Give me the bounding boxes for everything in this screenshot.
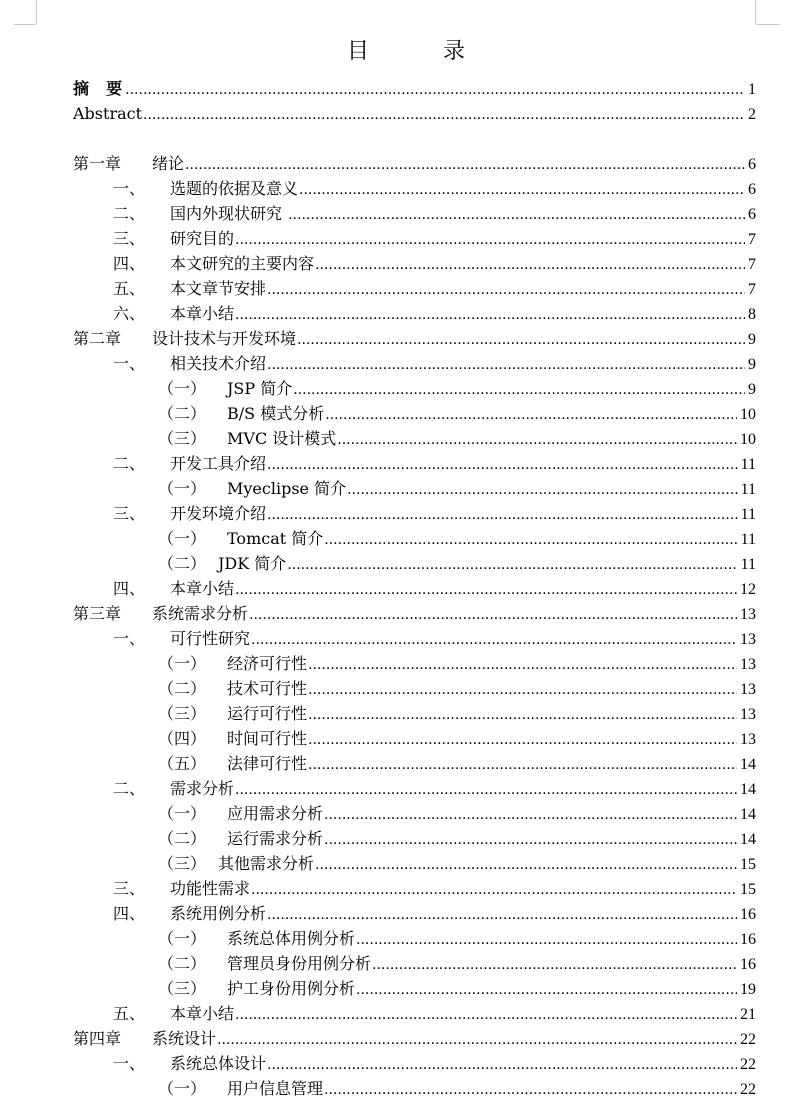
toc-entry-leader-dots [324, 528, 737, 550]
toc-entry[interactable] [113, 878, 756, 900]
toc-entry-page-number: 7 [748, 256, 756, 273]
toc-entry-number: 六、 [113, 304, 146, 323]
toc-entry[interactable] [73, 153, 756, 175]
toc-entry-number: 四、 [113, 579, 146, 598]
toc-entry-number: 四、 [113, 254, 146, 273]
toc-entry-page-number: 9 [748, 356, 756, 373]
toc-entry[interactable] [158, 978, 756, 1000]
toc-entry-number: （一） [158, 479, 207, 498]
toc-entry-title: 法律可行性 [227, 754, 308, 773]
toc-entry-title: JDK 简介 [218, 554, 287, 573]
toc-entry[interactable] [158, 678, 756, 700]
toc-entry-leader-dots [356, 978, 737, 1000]
toc-entry-title: 开发工具介绍 [170, 454, 267, 473]
toc-entry-title: 开发环境介绍 [170, 504, 267, 523]
toc-entry-leader-dots [308, 678, 737, 700]
toc-entry-number: （二） [158, 404, 207, 423]
toc-entry-leader-dots [251, 878, 737, 900]
toc-entry-title: 需求分析 [170, 779, 235, 798]
toc-entry-leader-dots [267, 903, 737, 925]
toc-entry-leader-dots [249, 603, 737, 625]
toc-entry-title: B/S 模式分析 [227, 404, 325, 423]
toc-entry-number: （一） [158, 654, 207, 673]
toc-entry-number: （三） [158, 704, 207, 723]
toc-entry-leader-dots [267, 503, 738, 525]
toc-entry-leader-dots [324, 803, 737, 825]
toc-entry[interactable] [113, 203, 756, 225]
toc-entry-title: 护工身份用例分析 [227, 979, 356, 998]
toc-entry-leader-dots [299, 178, 745, 200]
toc-entry-number: 三、 [113, 879, 146, 898]
toc-entry[interactable] [113, 1053, 756, 1075]
toc-entry-leader-dots [143, 103, 745, 125]
toc-entry-number: 一、 [113, 1054, 146, 1073]
toc-entry-page-number: 13 [740, 631, 756, 648]
toc-entry-page-number: 6 [748, 156, 756, 173]
toc-entry-title: 国内外现状研究 [170, 204, 288, 223]
toc-entry[interactable] [113, 253, 756, 275]
toc-entry[interactable] [158, 928, 756, 950]
toc-entry-title: JSP 简介 [227, 379, 293, 398]
toc-entry[interactable] [158, 828, 756, 850]
toc-entry-page-number: 22 [740, 1081, 756, 1098]
toc-entry[interactable] [73, 78, 756, 100]
toc-entry[interactable] [73, 328, 756, 350]
toc-entry-leader-dots [217, 1028, 737, 1050]
toc-entry-page-number: 10 [740, 431, 756, 448]
toc-entry-number: （二） [158, 554, 207, 573]
toc-entry-number: 第四章 [73, 1029, 122, 1048]
toc-entry-title: 运行可行性 [227, 704, 308, 723]
toc-entry-leader-dots [267, 453, 738, 475]
toc-entry-leader-dots [297, 328, 745, 350]
toc-entry[interactable] [158, 478, 756, 500]
toc-entry-number: （三） [158, 429, 207, 448]
toc-entry-leader-dots [267, 353, 745, 375]
toc-entry-page-number: 10 [740, 406, 756, 423]
toc-entry-leader-dots [356, 928, 737, 950]
toc-entry-number: 一、 [113, 179, 146, 198]
toc-entry-title: Abstract [73, 104, 143, 123]
toc-entry[interactable] [73, 103, 756, 125]
toc-entry-page-number: 2 [748, 106, 756, 123]
toc-entry-title: 系统设计 [152, 1029, 217, 1048]
toc-entry-leader-dots [308, 728, 737, 750]
toc-entry-number: （二） [158, 679, 207, 698]
toc-entry-title: 管理员身份用例分析 [227, 954, 372, 973]
toc-entry[interactable] [113, 503, 756, 525]
toc-entry-leader-dots [235, 1003, 737, 1025]
toc-entry-title: 系统总体设计 [170, 1054, 267, 1073]
toc-entry-page-number: 1 [748, 81, 756, 98]
toc-entry-title: Myeclipse 简介 [227, 479, 347, 498]
toc-entry-leader-dots [235, 578, 737, 600]
toc-entry-leader-dots [372, 953, 737, 975]
toc-entry-title: 可行性研究 [170, 629, 251, 648]
toc-entry-title: 本文章节安排 [170, 279, 267, 298]
toc-entry-number: 第一章 [73, 154, 122, 173]
toc-entry-page-number: 14 [740, 781, 756, 798]
toc-entry-page-number: 14 [740, 806, 756, 823]
toc-entry[interactable] [158, 853, 756, 875]
toc-entry-page-number: 13 [740, 606, 756, 623]
toc-entry[interactable] [113, 178, 756, 200]
toc-entry-page-number: 16 [740, 956, 756, 973]
toc-entry-page-number: 13 [740, 706, 756, 723]
toc-entry-leader-dots [324, 828, 737, 850]
toc-entry-page-number: 14 [740, 831, 756, 848]
toc-entry-leader-dots [287, 553, 737, 575]
toc-entry-page-number: 6 [748, 206, 756, 223]
toc-entry-page-number: 13 [740, 681, 756, 698]
toc-entry-title: 技术可行性 [227, 679, 308, 698]
toc-entry-leader-dots [308, 703, 737, 725]
toc-entry-page-number: 8 [748, 306, 756, 323]
toc-entry-page-number: 6 [748, 181, 756, 198]
toc-entry-number: （一） [158, 1079, 207, 1098]
toc-entry-number: （三） [158, 854, 207, 873]
toc-entry-page-number: 13 [740, 656, 756, 673]
toc-entry-title: 运行需求分析 [227, 829, 324, 848]
toc-entry-page-number: 14 [740, 756, 756, 773]
toc-entry[interactable] [158, 753, 756, 775]
toc-entry-leader-dots [288, 203, 745, 225]
toc-entry-number: 第二章 [73, 329, 122, 348]
toc-entry-number: （四） [158, 729, 207, 748]
toc-entry-leader-dots [315, 253, 745, 275]
toc-entry-number: （一） [158, 379, 207, 398]
toc-entry-page-number: 12 [740, 581, 756, 598]
toc-entry-title: 时间可行性 [227, 729, 308, 748]
toc-entry[interactable] [158, 378, 756, 400]
toc-entry-page-number: 9 [748, 381, 756, 398]
toc-entry-leader-dots [185, 153, 745, 175]
toc-entry[interactable] [113, 578, 756, 600]
toc-entry-number: （二） [158, 954, 207, 973]
toc-entry-title: 研究目的 [170, 229, 235, 248]
toc-entry[interactable] [158, 703, 756, 725]
toc-entry[interactable] [113, 278, 756, 300]
toc-entry-title: 系统总体用例分析 [227, 929, 356, 948]
toc-entry[interactable] [158, 553, 756, 575]
toc-entry[interactable] [73, 603, 756, 625]
toc-entry[interactable] [113, 228, 756, 250]
toc-entry-number: （一） [158, 929, 207, 948]
toc-entry-title: 设计技术与开发环境 [152, 329, 297, 348]
toc-entry-title: 摘 要 [73, 79, 125, 98]
toc-entry-number: 二、 [113, 779, 146, 798]
toc-entry[interactable] [158, 1078, 756, 1100]
toc-entry-title: 选题的依据及意义 [170, 179, 299, 198]
toc-entry-leader-dots [325, 403, 737, 425]
toc-entry-title: 本章小结 [170, 304, 235, 323]
toc-entry-page-number: 22 [740, 1056, 756, 1073]
toc-entry-leader-dots [267, 1053, 737, 1075]
toc-entry[interactable] [158, 653, 756, 675]
toc-entry[interactable] [73, 1028, 756, 1050]
toc-entry-number: 二、 [113, 454, 146, 473]
toc-entry-leader-dots [267, 278, 745, 300]
toc-entry-title: 系统需求分析 [152, 604, 249, 623]
toc-entry-number: 一、 [113, 354, 146, 373]
toc-entry[interactable] [158, 803, 756, 825]
toc-entry-leader-dots [235, 778, 737, 800]
toc-entry-page-number: 19 [740, 981, 756, 998]
toc-entry[interactable] [113, 453, 756, 475]
toc-entry-leader-dots [125, 78, 745, 100]
toc-entry-number: 四、 [113, 904, 146, 923]
toc-entry-title: 用户信息管理 [227, 1079, 324, 1098]
toc-entry[interactable] [158, 528, 756, 550]
toc-entry[interactable] [113, 1003, 756, 1025]
toc-entry-title: 本章小结 [170, 1004, 235, 1023]
toc-entry[interactable] [113, 778, 756, 800]
toc-entry-page-number: 11 [740, 456, 756, 473]
toc-entry-page-number: 16 [740, 906, 756, 923]
toc-entry-number: （五） [158, 754, 207, 773]
toc-entry[interactable] [113, 628, 756, 650]
toc-entry-number: （一） [158, 529, 207, 548]
toc-entry-number: （二） [158, 829, 207, 848]
toc-entry-number: （一） [158, 804, 207, 823]
toc-entry-number: 一、 [113, 629, 146, 648]
toc-entry-page-number: 7 [748, 281, 756, 298]
toc-entry-number: 二、 [113, 204, 146, 223]
toc-entry-number: 五、 [113, 279, 146, 298]
toc-entry[interactable] [158, 428, 756, 450]
toc-entry-leader-dots [337, 428, 737, 450]
toc-entry-page-number: 15 [740, 856, 756, 873]
toc-entry-title: 其他需求分析 [218, 854, 315, 873]
toc-entry-title: 系统用例分析 [170, 904, 267, 923]
toc-entry[interactable] [158, 953, 756, 975]
toc-entry-number: 第三章 [73, 604, 122, 623]
toc-entry-page-number: 13 [740, 731, 756, 748]
toc-entry-leader-dots [235, 228, 745, 250]
toc-entry-title: 本章小结 [170, 579, 235, 598]
toc-entry-title: MVC 设计模式 [227, 429, 337, 448]
toc-entry-page-number: 11 [740, 481, 756, 498]
toc-entry-leader-dots [315, 853, 737, 875]
toc-entry-title: 绪论 [152, 154, 185, 173]
toc-entry-page-number: 9 [748, 331, 756, 348]
toc-entry-page-number: 15 [740, 881, 756, 898]
toc-entry[interactable] [113, 303, 756, 325]
toc-entry-title: 功能性需求 [170, 879, 251, 898]
toc-entry-number: 三、 [113, 504, 146, 523]
toc-entry-title: Tomcat 简介 [227, 529, 324, 548]
toc-entry-number: 五、 [113, 1004, 146, 1023]
toc-entry-page-number: 22 [740, 1031, 756, 1048]
toc-entry-page-number: 16 [740, 931, 756, 948]
toc-entry-leader-dots [308, 653, 737, 675]
toc-title: 目 录 [346, 39, 491, 64]
toc-entry-leader-dots [293, 378, 745, 400]
toc-entry-title: 应用需求分析 [227, 804, 324, 823]
toc-entry[interactable] [158, 403, 756, 425]
toc-entry-title: 相关技术介绍 [170, 354, 267, 373]
toc-entry-page-number: 7 [748, 231, 756, 248]
toc-entry-number: （三） [158, 979, 207, 998]
toc-entry-page-number: 11 [740, 531, 756, 548]
toc-entry-page-number: 11 [740, 506, 756, 523]
toc-entry-leader-dots [324, 1078, 737, 1100]
toc-entry[interactable] [113, 903, 756, 925]
toc-entry-title: 经济可行性 [227, 654, 308, 673]
toc-entry-page-number: 21 [740, 1006, 756, 1023]
toc-entry-leader-dots [235, 303, 745, 325]
toc-entry[interactable] [158, 728, 756, 750]
toc-entry-title: 本文研究的主要内容 [170, 254, 315, 273]
toc-entry-leader-dots [308, 753, 737, 775]
toc-entry-number: 三、 [113, 229, 146, 248]
toc-entry[interactable] [113, 353, 756, 375]
toc-entry-leader-dots [251, 628, 737, 650]
toc-entry-leader-dots [347, 478, 737, 500]
toc-entry-page-number: 11 [740, 556, 756, 573]
